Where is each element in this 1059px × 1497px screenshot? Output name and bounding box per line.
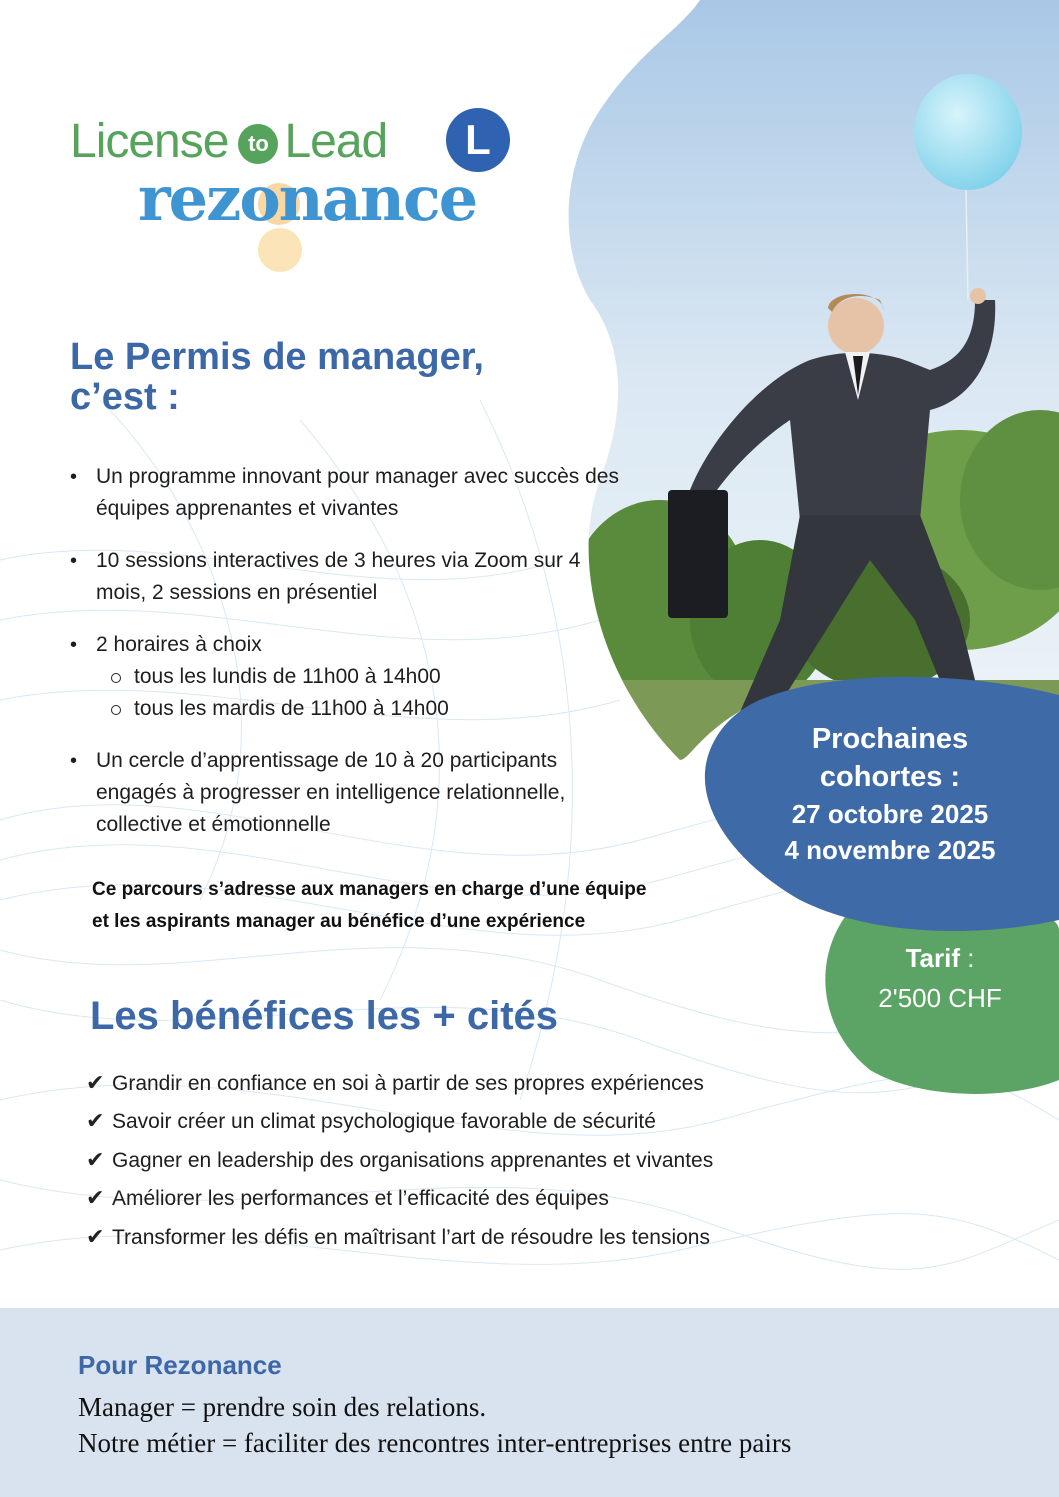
benefits-title: Les bénéfices les + cités bbox=[90, 994, 559, 1038]
benefit-text: Grandir en confiance en soi à partir de ses propres expériences bbox=[112, 1072, 704, 1095]
list-item bbox=[86, 1218, 786, 1256]
tarif-separator: : bbox=[959, 943, 975, 973]
list-item: • 10 sessions interactives de 3 heures via Zoom sur 4 mois, 2 sessions en présentiel bbox=[70, 545, 630, 609]
check-icon: ✔ bbox=[86, 1070, 105, 1095]
benefits-list bbox=[86, 1064, 786, 1256]
cohort-date: 4 novembre 2025 bbox=[784, 835, 996, 865]
tarif-heading bbox=[830, 940, 1050, 976]
list-item bbox=[86, 1064, 786, 1102]
page-title: Le Permis de manager, c’est : bbox=[70, 336, 484, 418]
logo-l-badge: L bbox=[446, 108, 510, 172]
list-item: • Un programme innovant pour manager avec succès des équipes apprenantes et vivantes bbox=[70, 461, 630, 525]
schedule-option: tous les mardis de 11h00 à 14h00 bbox=[96, 693, 630, 725]
logo-license-text: License bbox=[70, 115, 229, 168]
cohorts-title: Prochaines bbox=[811, 723, 969, 755]
footer-banner bbox=[0, 1308, 1059, 1497]
benefit-text: Savoir créer un climat psychologique favorable de sécurité bbox=[112, 1110, 656, 1134]
price-value: 2'500 CHF bbox=[878, 983, 1002, 1013]
pricing-info bbox=[830, 940, 1050, 1020]
check-icon: ✔ bbox=[86, 1223, 105, 1249]
tarif-label: Tarif bbox=[905, 943, 960, 973]
check-icon: ✔ bbox=[86, 1185, 105, 1211]
list-item bbox=[86, 1179, 786, 1217]
audience-line: et les aspirants manager au bénéfice d’une expérience bbox=[92, 911, 586, 932]
license-to-lead-rezonance-logo bbox=[70, 108, 540, 278]
program-features-list bbox=[70, 461, 630, 861]
benefit-text: Transformer les défis en maîtrisant l’art de résoudre les tensions bbox=[112, 1225, 710, 1249]
footer-tagline: Manager = prendre soin des relations. bbox=[78, 1392, 487, 1422]
list-item: • Un cercle d’apprentissage de 10 à 20 participants engagés à progresser en intelligence relationnelle, collective et émotionnelle bbox=[70, 745, 630, 841]
cohort-date: 27 octobre 2025 bbox=[791, 799, 989, 829]
audience-statement bbox=[92, 874, 752, 938]
logo-rezonance-text: rezonance bbox=[138, 162, 477, 235]
schedule-options-list bbox=[96, 661, 630, 725]
schedule-choice-label: • 2 horaires à choix bbox=[96, 633, 262, 656]
schedule-option: tous les lundis de 11h00 à 14h00 bbox=[96, 661, 630, 693]
logo-wordmark bbox=[70, 114, 387, 169]
cohorts-title: cohortes : bbox=[819, 761, 961, 793]
check-icon: ✔ bbox=[86, 1108, 105, 1134]
logo-lead-text: Lead bbox=[284, 115, 388, 168]
list-item bbox=[86, 1102, 786, 1140]
check-icon: ✔ bbox=[86, 1146, 105, 1172]
benefit-text: Gagner en leadership des organisations apprenantes et vivantes bbox=[112, 1148, 714, 1172]
cohorts-info bbox=[740, 720, 1040, 868]
footer-title: Pour Rezonance bbox=[78, 1350, 282, 1380]
logo-to-badge: to bbox=[238, 124, 278, 164]
footer-mission: Notre métier = faciliter des rencontres inter-entreprises entre pairs bbox=[78, 1428, 792, 1458]
audience-line: Ce parcours s’adresse aux managers en charge d’une équipe bbox=[92, 879, 647, 900]
list-item bbox=[86, 1141, 786, 1179]
list-item bbox=[70, 629, 630, 725]
benefit-text: Améliorer les performances et l’efficacité des équipes bbox=[112, 1187, 609, 1211]
